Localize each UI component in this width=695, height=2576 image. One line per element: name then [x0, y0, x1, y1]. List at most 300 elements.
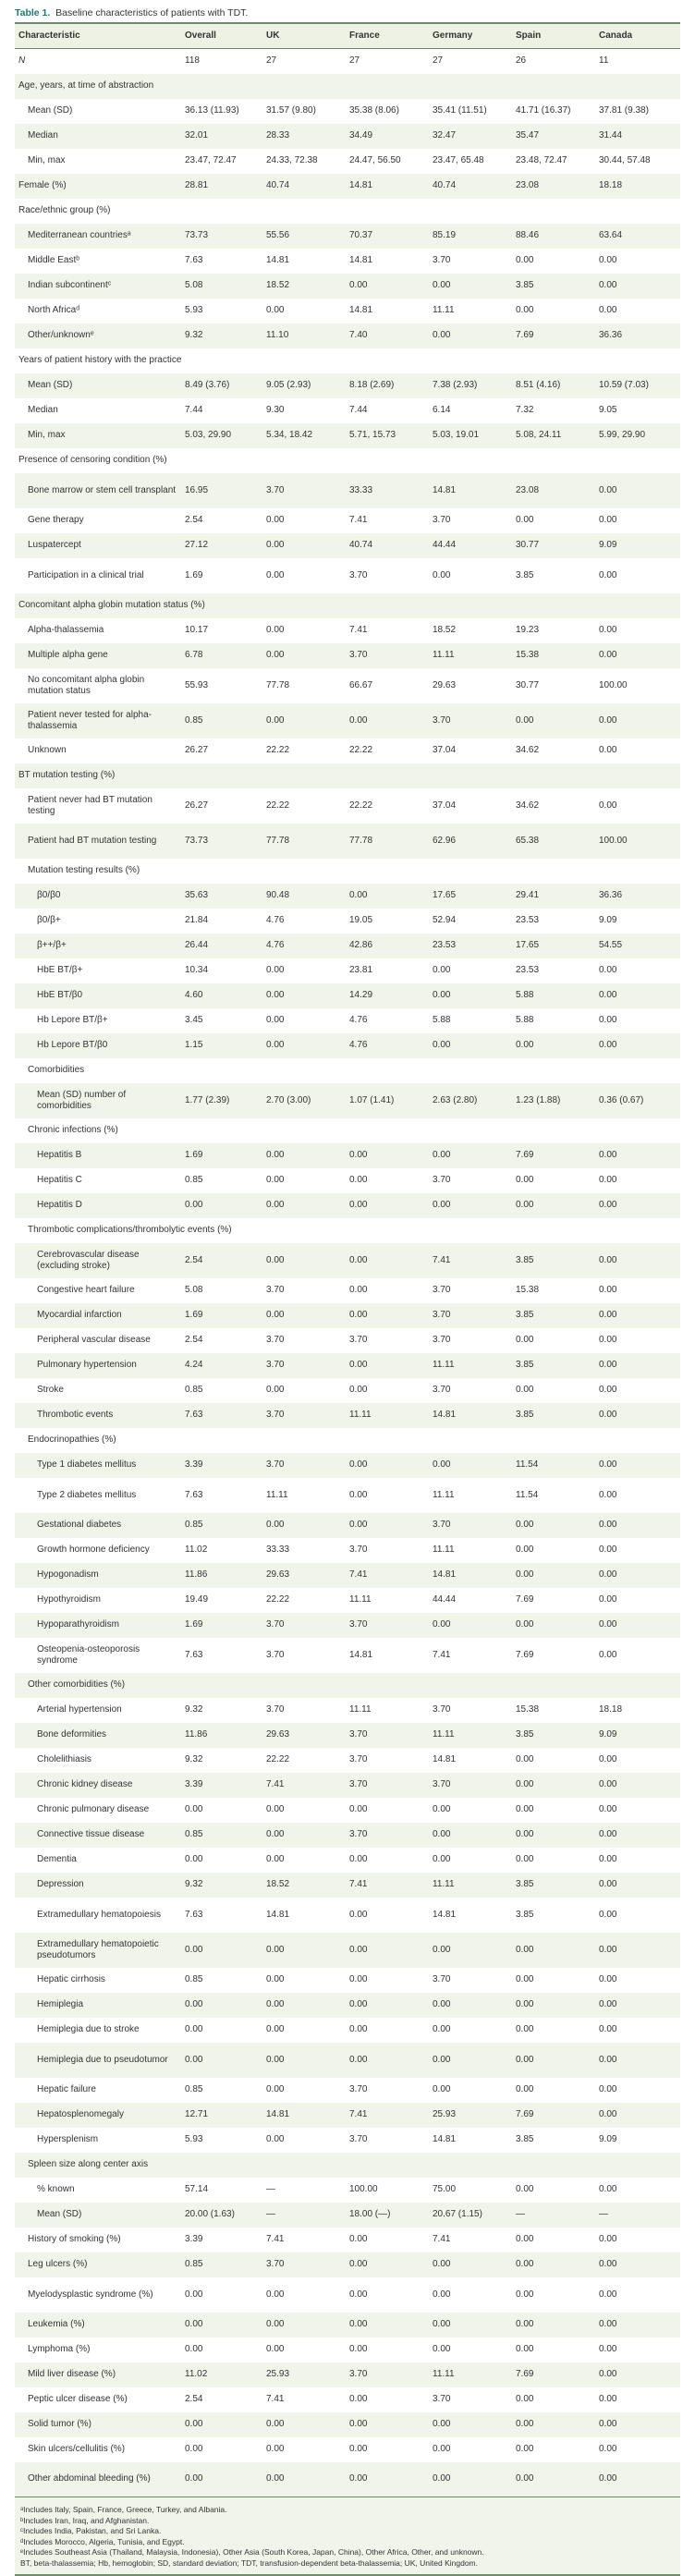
- cell-value: 0.00: [346, 2412, 429, 2437]
- table-row: [15, 1378, 680, 1403]
- cell-value: 0.00: [433, 1804, 451, 1814]
- cell-value: 11.11: [266, 1489, 288, 1500]
- cell-value: 0.00: [266, 2084, 285, 2094]
- cell-value: 0.00: [595, 1613, 680, 1638]
- row-label: Thrombotic complications/thrombolytic events (%): [28, 1225, 232, 1235]
- cell-value: 18.00 (—): [346, 2203, 429, 2228]
- cell-value: 0.00: [349, 2234, 368, 2244]
- cell-value: 27: [349, 55, 360, 67]
- cell-value: 32.47: [429, 124, 512, 149]
- table-caption: [15, 4, 680, 22]
- cell-value: 5.08: [185, 1285, 203, 1295]
- cell-value: 0.00: [429, 1193, 512, 1218]
- table-row: [15, 1993, 680, 2018]
- cell-value: 70.37: [346, 224, 429, 249]
- cell-value: 0.85: [185, 1385, 203, 1395]
- table-row: [15, 934, 680, 958]
- cell-value: 0.00: [516, 1854, 534, 1864]
- row-label: Participation in a clinical trial: [28, 569, 144, 580]
- cell-value: 7.63: [185, 1909, 203, 1920]
- column-header: Canada: [595, 23, 680, 49]
- table-row: [15, 1193, 680, 1218]
- cell-value: 0.00: [266, 2444, 285, 2454]
- cell-value: 11.10: [262, 324, 346, 348]
- cell-value: 7.44: [349, 405, 368, 415]
- cell-value: 11.02: [185, 1544, 208, 1555]
- cell-value: 0.00: [181, 2412, 262, 2437]
- cell-value: 11.11: [346, 1403, 429, 1428]
- cell-value: 0.00: [516, 1544, 534, 1555]
- cell-value: 36.36: [595, 884, 680, 909]
- cell-value: 3.70: [433, 1335, 451, 1345]
- cell-value: 0.00: [599, 569, 617, 580]
- cell-value: 22.22: [266, 1754, 290, 1764]
- cell-value: 11.11: [429, 1873, 512, 1898]
- cell-value: 77.78: [346, 824, 429, 859]
- cell-value: 20.67 (1.15): [429, 2203, 512, 2228]
- table-row: [15, 558, 680, 593]
- column-header: Germany: [429, 23, 512, 49]
- row-label: Lymphoma (%): [28, 2344, 91, 2354]
- table-row: [15, 2338, 680, 2362]
- row-label: HbE BT/β0: [15, 983, 181, 1008]
- footnote: ᶜIncludes India, Pakistan, and Sri Lanka.: [20, 2526, 162, 2535]
- cell-value: 30.77: [516, 679, 540, 690]
- row-label: Arterial hypertension: [37, 1704, 122, 1715]
- cell-value: 0.00: [429, 1033, 512, 1058]
- cell-value: 0.85: [181, 1823, 262, 1848]
- cell-value: 0.00: [599, 965, 617, 975]
- section-row: [15, 448, 680, 473]
- cell-value: 63.64: [595, 224, 680, 249]
- cell-value: 0.00: [599, 2394, 617, 2404]
- cell-value: 5.08, 24.11: [512, 423, 595, 448]
- cell-value: 0.00: [595, 2103, 680, 2128]
- row-label: Connective tissue disease: [15, 1823, 181, 1848]
- cell-value: 0.00: [346, 2043, 429, 2078]
- cell-value: 54.55: [595, 934, 680, 958]
- cell-value: 29.41: [512, 884, 595, 909]
- cell-value: 7.41: [262, 1773, 346, 1798]
- cell-value: 0.00: [185, 2344, 203, 2354]
- row-label: Hypersplenism: [37, 2134, 99, 2144]
- cell-value: 0.00: [595, 2462, 680, 2497]
- cell-value: 3.85: [512, 1403, 595, 1428]
- cell-value: 0.00: [185, 1804, 203, 1814]
- cell-value: 9.32: [185, 1754, 203, 1764]
- cell-value: 3.70: [349, 1544, 368, 1555]
- cell-value: 0.00: [433, 2024, 451, 2034]
- table-row: [15, 1698, 680, 1723]
- cell-value: 3.70: [433, 255, 451, 265]
- table-row: [15, 2018, 680, 2043]
- cell-value: 0.00: [266, 2344, 285, 2354]
- cell-value: 0.00: [433, 2344, 451, 2354]
- cell-value: 0.00: [349, 1804, 368, 1814]
- table-row: [15, 1933, 680, 1968]
- row-label: Bone marrow or stem cell transplant: [15, 473, 181, 508]
- cell-value: 0.00: [429, 1933, 512, 1968]
- cell-value: 19.49: [185, 1594, 209, 1605]
- cell-value: 100.00: [599, 679, 628, 690]
- cell-value: 40.74: [262, 174, 346, 199]
- cell-value: 0.00: [599, 1285, 617, 1295]
- row-label: Unknown: [28, 745, 67, 755]
- cell-value: 0.00: [595, 1933, 680, 1968]
- cell-value: 0.00: [512, 1563, 595, 1588]
- cell-value: 0.00: [429, 1613, 512, 1638]
- cell-value: 3.39: [181, 1773, 262, 1798]
- cell-value: 0.00: [181, 1933, 262, 1968]
- cell-value: 3.85: [512, 274, 595, 299]
- cell-value: 2.54: [181, 1243, 262, 1278]
- table-row: [15, 668, 680, 703]
- cell-value: 0.00: [266, 569, 285, 580]
- cell-value: 0.00: [595, 2252, 680, 2277]
- cell-value: 3.70: [266, 1335, 285, 1345]
- cell-value: 7.40: [346, 324, 429, 348]
- row-label: Middle Eastᵇ: [28, 255, 80, 265]
- cell-value: 3.85: [512, 1243, 595, 1278]
- cell-value: 0.00: [595, 1453, 680, 1478]
- cell-value: 30.44, 57.48: [599, 155, 651, 165]
- cell-value: 0.00: [595, 1773, 680, 1798]
- table-row: [15, 1823, 680, 1848]
- cell-value: 73.73: [181, 824, 262, 859]
- cell-value: 3.70: [262, 1613, 346, 1638]
- cell-value: 0.00: [595, 1563, 680, 1588]
- cell-value: 14.81: [429, 1403, 512, 1428]
- cell-value: 0.00: [512, 2462, 595, 2497]
- row-label: β0/β+: [37, 915, 61, 925]
- row-label: Median: [28, 405, 58, 415]
- cell-value: 0.00: [181, 2043, 262, 2078]
- cell-value: 19.23: [516, 625, 540, 635]
- cell-value: 88.46: [512, 224, 595, 249]
- cell-value: 31.44: [595, 124, 680, 149]
- row-label: Gestational diabetes: [15, 1513, 181, 1538]
- cell-value: 0.00: [599, 255, 617, 265]
- cell-value: 7.44: [185, 405, 203, 415]
- cell-value: 4.76: [266, 915, 285, 925]
- section-row: [15, 1118, 680, 1143]
- row-label: Patient had BT mutation testing: [15, 824, 181, 859]
- table-row: [15, 1083, 680, 1118]
- cell-value: 0.00: [433, 2289, 451, 2300]
- table-row: [15, 99, 680, 124]
- table-row: [15, 1723, 680, 1748]
- row-label: Solid tumor (%): [15, 2412, 181, 2437]
- row-label: Alpha-thalassemia: [28, 625, 104, 635]
- cell-value: 3.85: [512, 1723, 595, 1748]
- cell-value: 40.74: [346, 533, 429, 558]
- cell-value: 15.38: [512, 643, 595, 668]
- cell-value: 1.07 (1.41): [346, 1083, 429, 1118]
- row-label: Spleen size along center axis: [15, 2153, 680, 2178]
- cell-value: 8.49 (3.76): [181, 373, 262, 398]
- cell-value: 0.00: [595, 1303, 680, 1328]
- cell-value: 11.11: [429, 2362, 512, 2387]
- table-row: [15, 1513, 680, 1538]
- cell-value: 0.00: [599, 1854, 617, 1864]
- cell-value: 44.44: [429, 533, 512, 558]
- cell-value: 0.00: [346, 1303, 429, 1328]
- row-label: Multiple alpha gene: [15, 643, 181, 668]
- cell-value: 0.00: [262, 2412, 346, 2437]
- cell-value: 0.00: [349, 2024, 368, 2034]
- cell-value: 3.70: [262, 1353, 346, 1378]
- cell-value: 6.14: [433, 405, 451, 415]
- row-label: Hepatitis B: [15, 1143, 181, 1168]
- section-row: [15, 348, 680, 373]
- cell-value: 0.00: [266, 1804, 285, 1814]
- row-label: Age, years, at time of abstraction: [15, 74, 680, 99]
- cell-value: 55.93: [185, 679, 209, 690]
- table-row: [15, 703, 680, 739]
- cell-value: 0.00: [595, 1993, 680, 2018]
- cell-value: 36.36: [595, 324, 680, 348]
- cell-value: 14.81: [429, 1563, 512, 1588]
- row-label: Hb Lepore BT/β+: [37, 1015, 108, 1025]
- cell-value: 0.36 (0.67): [595, 1083, 680, 1118]
- cell-value: 0.00: [512, 1773, 595, 1798]
- cell-value: 0.00: [349, 2289, 368, 2300]
- cell-value: 30.77: [512, 533, 595, 558]
- cell-value: 0.00: [512, 1933, 595, 1968]
- cell-value: 0.00: [512, 1033, 595, 1058]
- cell-value: 7.41: [266, 2394, 285, 2404]
- table-row: [15, 174, 680, 199]
- cell-value: 21.84: [185, 915, 209, 925]
- cell-value: 11.54: [516, 1489, 539, 1500]
- cell-value: 1.69: [181, 1613, 262, 1638]
- cell-value: 0.00: [512, 1993, 595, 2018]
- cell-value: 0.00: [599, 745, 617, 755]
- cell-value: 2.63 (2.80): [429, 1083, 512, 1118]
- cell-value: 3.70: [429, 1303, 512, 1328]
- cell-value: 5.93: [185, 2134, 203, 2144]
- cell-value: 0.00: [266, 2024, 285, 2034]
- cell-value: 3.85: [512, 1873, 595, 1898]
- cell-value: 5.34, 18.42: [262, 423, 346, 448]
- row-label: Mean (SD) number of comorbidities: [15, 1083, 181, 1118]
- cell-value: 7.41: [433, 2234, 451, 2244]
- cell-value: 0.85: [181, 2252, 262, 2277]
- cell-value: 100.00: [595, 824, 680, 859]
- footnote: BT, beta-thalassemia; Hb, hemoglobin; SD, standard deviation; TDT, transfusion-dependent beta-thalassemia; UK, United Kingdom.: [20, 2558, 479, 2568]
- cell-value: 37.04: [433, 745, 457, 755]
- cell-value: 0.00: [516, 2394, 534, 2404]
- cell-value: 0.00: [349, 2344, 368, 2354]
- cell-value: 11.11: [433, 1544, 455, 1555]
- cell-value: 35.38 (8.06): [349, 105, 399, 116]
- cell-value: 0.00: [599, 305, 617, 315]
- cell-value: 0.00: [346, 2313, 429, 2338]
- row-label: Hemiplegia due to stroke: [37, 2024, 140, 2034]
- caption-label: Table 1.: [15, 7, 51, 18]
- cell-value: 0.85: [181, 1513, 262, 1538]
- table-row: [15, 788, 680, 824]
- cell-value: 0.00: [349, 1285, 368, 1295]
- cell-value: 0.00: [595, 1243, 680, 1278]
- column-header: Overall: [181, 23, 262, 49]
- cell-value: 0.00: [595, 703, 680, 739]
- cell-value: 3.70: [266, 1649, 285, 1660]
- cell-value: 0.00: [512, 2043, 595, 2078]
- cell-value: 14.81: [349, 1649, 373, 1660]
- cell-value: 0.00: [262, 1993, 346, 2018]
- cell-value: 32.01: [181, 124, 262, 149]
- row-label: Cerebrovascular disease (excluding stroke): [15, 1243, 181, 1278]
- table-row: [15, 224, 680, 249]
- cell-value: 9.09: [599, 2134, 617, 2144]
- cell-value: 3.70: [346, 1613, 429, 1638]
- cell-value: 9.32: [181, 324, 262, 348]
- table-row: [15, 299, 680, 324]
- cell-value: 29.63: [262, 1723, 346, 1748]
- table-row: [15, 2228, 680, 2252]
- cell-value: 0.00: [599, 2344, 617, 2354]
- cell-value: 0.00: [595, 2043, 680, 2078]
- table-row: [15, 2203, 680, 2228]
- cell-value: 5.03, 19.01: [429, 423, 512, 448]
- cell-value: 0.00: [429, 274, 512, 299]
- cell-value: 0.00: [516, 1175, 534, 1185]
- cell-value: 34.62: [516, 800, 540, 811]
- row-label: Hepatic cirrhosis: [37, 1974, 105, 1984]
- row-label: Hepatitis D: [15, 1193, 181, 1218]
- cell-value: 0.00: [599, 1649, 617, 1660]
- cell-value: 4.76: [346, 1033, 429, 1058]
- cell-value: —: [266, 2184, 275, 2194]
- cell-value: 0.00: [346, 1453, 429, 1478]
- cell-value: 9.05: [599, 405, 617, 415]
- cell-value: 1.23 (1.88): [512, 1083, 595, 1118]
- row-label: Years of patient history with the practice: [18, 355, 182, 365]
- cell-value: 0.00: [262, 1303, 346, 1328]
- cell-value: 0.00: [595, 643, 680, 668]
- cell-value: 11.11: [429, 643, 512, 668]
- cell-value: 34.62: [516, 745, 540, 755]
- cell-value: 0.00: [346, 1353, 429, 1378]
- cell-value: 22.22: [349, 800, 373, 811]
- cell-value: 0.00: [599, 2084, 617, 2094]
- cell-value: 9.32: [185, 1704, 203, 1715]
- table-row: [15, 1873, 680, 1898]
- cell-value: 26: [516, 55, 527, 67]
- cell-value: 0.00: [599, 1909, 617, 1920]
- cell-value: 3.85: [516, 2134, 534, 2144]
- cell-value: 23.48, 72.47: [516, 155, 567, 165]
- cell-value: 9.32: [181, 1873, 262, 1898]
- cell-value: 22.22: [266, 1594, 290, 1605]
- cell-value: 16.95: [181, 473, 262, 508]
- section-row: [15, 859, 680, 884]
- table-row: [15, 1478, 680, 1513]
- table-row: [15, 49, 680, 74]
- cell-value: 3.85: [516, 569, 534, 580]
- row-label: Gene therapy: [28, 515, 84, 525]
- table-row: [15, 2362, 680, 2387]
- cell-value: 3.45: [185, 1015, 203, 1025]
- row-label: Pulmonary hypertension: [15, 1353, 181, 1378]
- row-label: Osteopenia-osteoporosis syndrome: [37, 1643, 140, 1666]
- cell-value: 75.00: [433, 2184, 457, 2194]
- cell-value: 7.63: [185, 1649, 203, 1660]
- cell-value: 5.03, 29.90: [181, 423, 262, 448]
- cell-value: 11.86: [181, 1563, 262, 1588]
- cell-value: 7.41: [346, 2103, 429, 2128]
- row-label: Mild liver disease (%): [15, 2362, 181, 2387]
- table-row: [15, 643, 680, 668]
- cell-value: 0.00: [512, 2313, 595, 2338]
- table-row: [15, 2437, 680, 2462]
- cell-value: 2.70 (3.00): [262, 1083, 346, 1118]
- cell-value: 77.78: [262, 824, 346, 859]
- table-row: [15, 2078, 680, 2103]
- cell-value: 0.00: [262, 983, 346, 1008]
- column-header: Characteristic: [15, 23, 181, 49]
- cell-value: 3.70: [346, 1773, 429, 1798]
- row-label: Endocrinopathies (%): [28, 1435, 116, 1445]
- cell-value: 23.81: [349, 965, 373, 975]
- row-label: Leg ulcers (%): [15, 2252, 181, 2277]
- row-label: Extramedullary hematopoietic pseudotumors: [15, 1933, 181, 1968]
- cell-value: 0.00: [429, 2462, 512, 2497]
- cell-value: 14.81: [433, 1754, 457, 1764]
- table-row: [15, 1243, 680, 1278]
- cell-value: 0.00: [429, 2313, 512, 2338]
- table-row: [15, 274, 680, 299]
- cell-value: 0.00: [262, 643, 346, 668]
- row-label: Cholelithiasis: [37, 1754, 91, 1764]
- table-row: [15, 508, 680, 533]
- cell-value: 8.18 (2.69): [346, 373, 429, 398]
- cell-value: 11.11: [429, 1723, 512, 1748]
- row-label: Mean (SD): [28, 105, 73, 116]
- cell-value: 0.00: [512, 2252, 595, 2277]
- cell-value: 9.09: [595, 533, 680, 558]
- row-label: Hepatic failure: [37, 2084, 96, 2094]
- row-label: Patient never tested for alpha-thalassemia: [15, 703, 181, 739]
- cell-value: 66.67: [349, 679, 373, 690]
- cell-value: 0.00: [595, 473, 680, 508]
- cell-value: 7.41: [346, 1563, 429, 1588]
- cell-value: 0.00: [599, 1544, 617, 1555]
- cell-value: 11.86: [181, 1723, 262, 1748]
- row-label: Congestive heart failure: [37, 1285, 135, 1295]
- cell-value: 0.00: [516, 1385, 534, 1395]
- cell-value: 18.52: [433, 625, 457, 635]
- row-label: Mean (SD): [15, 373, 181, 398]
- row-label: Growth hormone deficiency: [37, 1544, 150, 1555]
- row-label: Dementia: [37, 1854, 77, 1864]
- table-row: [15, 1328, 680, 1353]
- cell-value: 0.00: [512, 1193, 595, 1218]
- table-row: [15, 533, 680, 558]
- cell-value: 0.00: [599, 2184, 617, 2194]
- cell-value: 11.11: [349, 1594, 372, 1605]
- cell-value: 27: [433, 55, 444, 67]
- cell-value: 3.70: [346, 2362, 429, 2387]
- cell-value: 26.27: [185, 800, 209, 811]
- row-label: Hypothyroidism: [37, 1594, 101, 1605]
- cell-value: 11.11: [433, 305, 455, 315]
- cell-value: —: [262, 2203, 346, 2228]
- cell-value: 0.00: [599, 625, 617, 635]
- cell-value: 41.71 (16.37): [516, 105, 571, 116]
- cell-value: 3.70: [262, 2252, 346, 2277]
